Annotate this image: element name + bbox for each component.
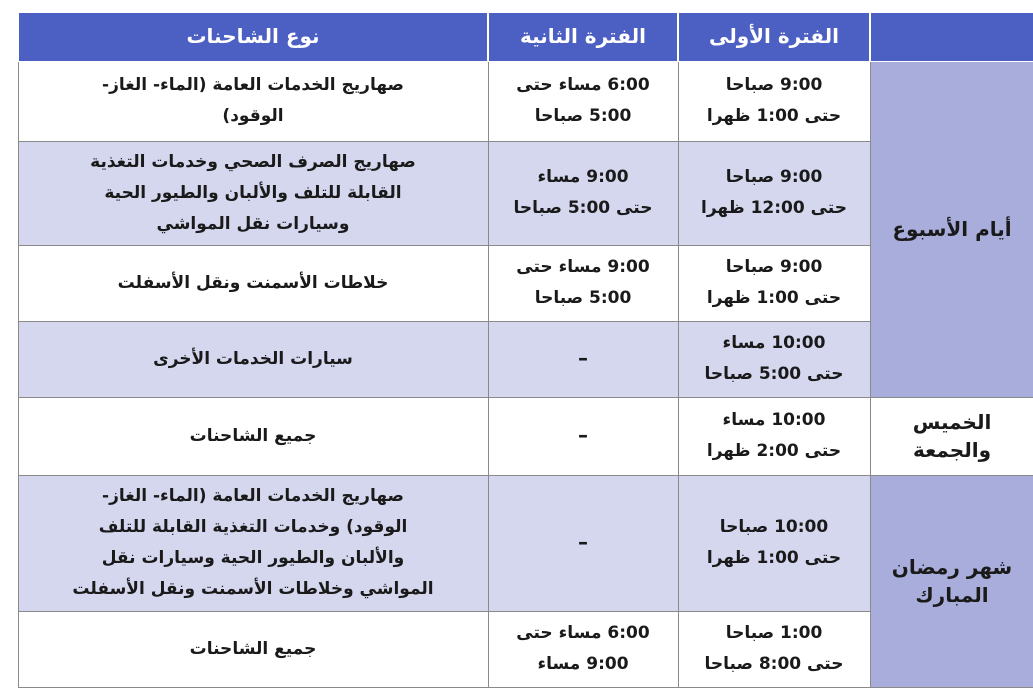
second-period-cell: 6:00 مساء حتى 9:00 مساء [488,611,678,687]
first-period-cell: 10:00 مساء حتى 2:00 ظهرا [678,397,870,475]
truck-type-cell: جميع الشاحنات [18,611,488,687]
truck-type-cell: خلاطات الأسمنت ونقل الأسفلت [18,245,488,321]
second-period-cell [488,397,678,475]
second-period-cell [488,475,678,611]
truck-type-cell: سيارات الخدمات الأخرى [18,321,488,397]
empty-dash: – [578,529,588,554]
second-period-cell: 9:00 مساء حتى 5:00 صباحا [488,245,678,321]
first-period-cell: 10:00 صباحا حتى 1:00 ظهرا [678,475,870,611]
table-row [18,61,1033,141]
truck-schedule-table [17,13,1033,688]
second-period-cell: 9:00 مساء حتى 5:00 صباحا [488,141,678,245]
truck-type-cell: جميع الشاحنات [18,397,488,475]
header-truck-type: نوع الشاحنات [18,13,488,61]
second-period-cell: 6:00 مساء حتى 5:00 صباحا [488,61,678,141]
period-thu-fri: الخميس والجمعة [870,397,1033,475]
first-period-cell: 9:00 صباحا حتى 1:00 ظهرا [678,245,870,321]
first-period-cell: 1:00 صباحا حتى 8:00 صباحا [678,611,870,687]
second-period-cell [488,321,678,397]
table-row [18,475,1033,611]
header-row [18,13,1033,61]
period-weekdays-label: أيام الأسبوع [892,217,1012,241]
header-period [870,13,1033,61]
truck-type-cell: صهاريج الخدمات العامة (الماء- الغاز- الوقود) [18,61,488,141]
header-second-period: الفترة الثانية [488,13,678,61]
first-period-cell: 9:00 صباحا حتى 1:00 ظهرا [678,61,870,141]
first-period-cell: 9:00 صباحا حتى 12:00 ظهرا [678,141,870,245]
period-ramadan: شهر رمضان المبارك [870,475,1033,687]
empty-dash: – [578,422,588,447]
empty-dash: – [578,345,588,370]
truck-type-cell: صهاريج الصرف الصحي وخدمات التغذية القابلة للتلف والألبان والطيور الحية وسيارات نقل المواشي [18,141,488,245]
truck-type-cell: صهاريج الخدمات العامة (الماء- الغاز- الوقود) وخدمات التغذية القابلة للتلف والألبان والطيور الحية وسيارات نقل المواشي وخلاطات الأسمنت ونقل الأسفلت [18,475,488,611]
header-first-period: الفترة الأولى [678,13,870,61]
period-weekdays [870,61,1033,397]
first-period-cell: 10:00 مساء حتى 5:00 صباحا [678,321,870,397]
table-row [18,397,1033,475]
